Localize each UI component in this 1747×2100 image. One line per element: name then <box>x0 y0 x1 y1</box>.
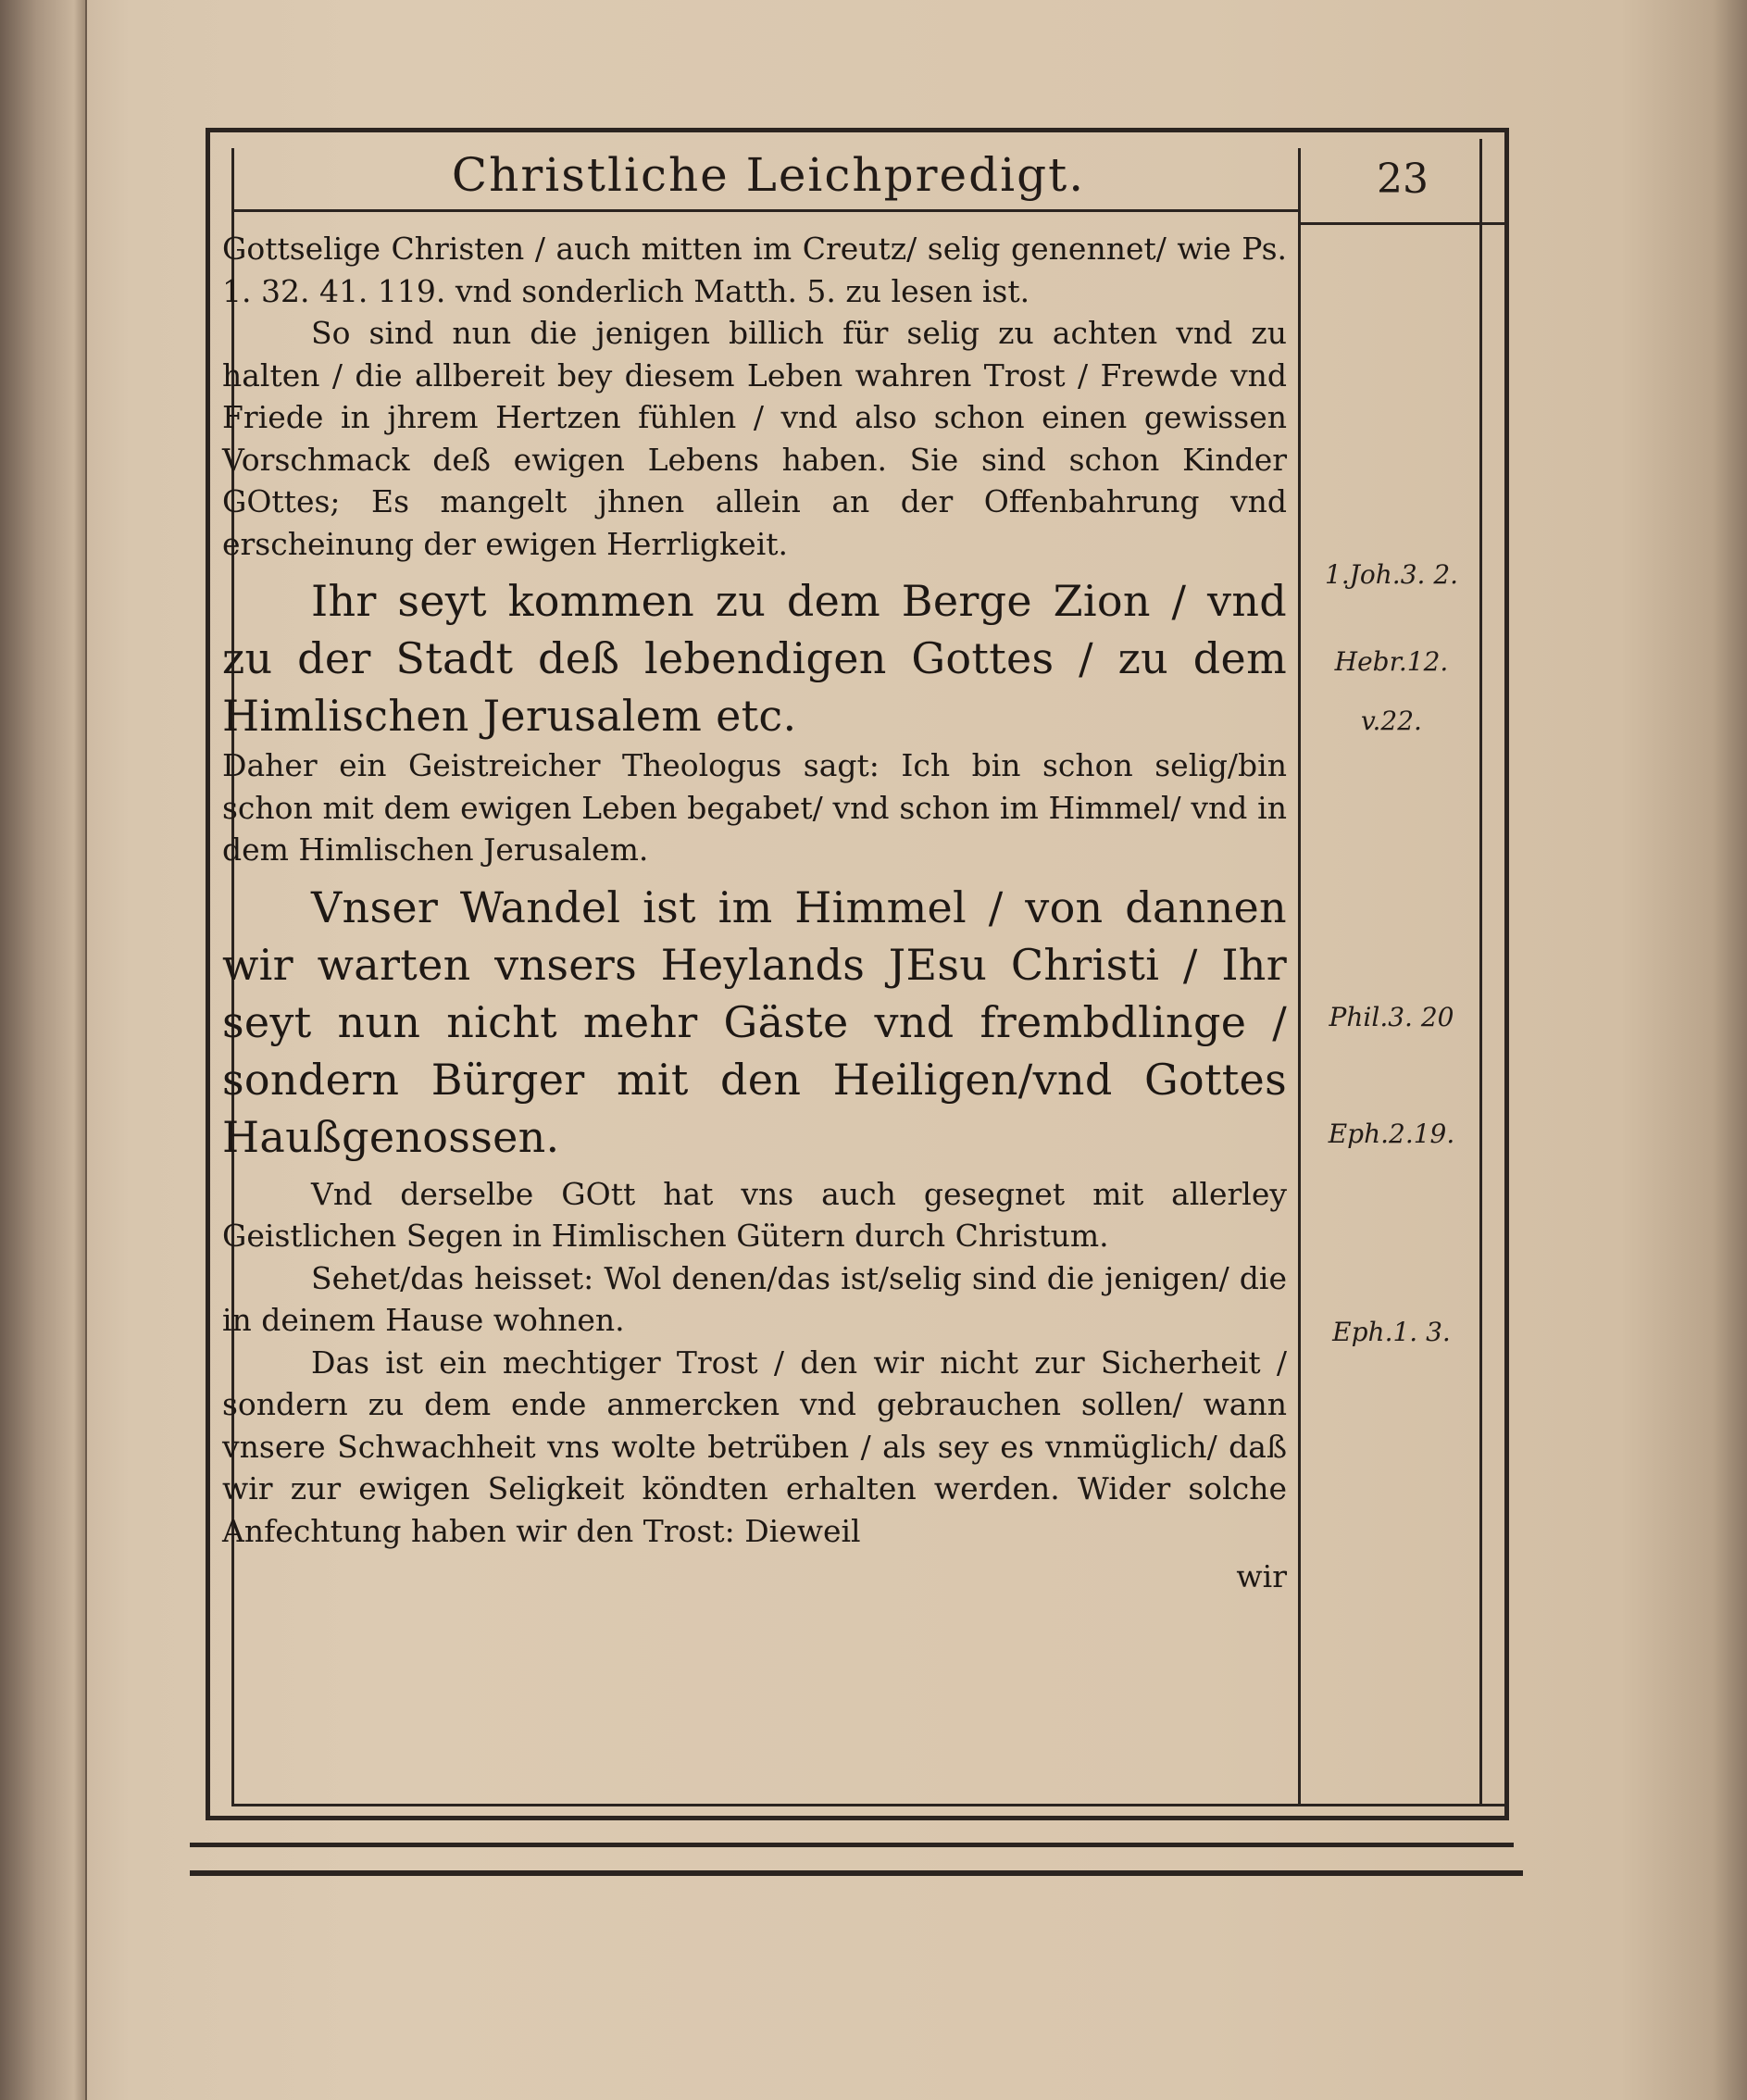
paragraph: Das ist ein mechtiger Trost / den wir nicht zur Sicherheit / sondern zu dem ende anmercken vnd gebrauchen sollen/ wann vnsere Schwachheit vns wolte betrüben / als sey es vnmüglich/ daß wir zur ewigen Seligkeit köndten erhalten werden. Wider solche Anfechtung haben wir den Trost: Dieweil <box>222 1344 1287 1549</box>
paragraph: Gottselige Christen / auch mitten im Creutz/ selig genennet/ wie Ps. 1. 32. 41. 119. vnd sonderlich Matth. 5. zu lesen ist. <box>222 231 1287 309</box>
margin-header-rule <box>1298 222 1509 225</box>
scripture-quote: Vnser Wandel ist im Himmel / von dannen wir warten vnsers Heylands JEsu Christi / Ihr seyt nun nicht mehr Gäste vnd frembdlinge / sondern Bürger mit den Heiligen/vnd Gottes Haußgenossen. <box>222 881 1287 1162</box>
paragraph: So sind nun die jenigen billich für selig zu achten vnd zu halten / die allbereit bey diesem Leben wahren Trost / Frewde vnd Friede in jhrem Hertzen fühlen / vnd also schon einen gewissen Vorschmack deß ewigen Lebens haben. Sie sind schon Kinder GOttes; Es mangelt jhnen allein an der Offenbahrung vnd erscheinung der ewigen Herrligkeit. <box>222 315 1287 562</box>
margin-note: Phil.3. 20 <box>1329 1002 1454 1032</box>
frame-rule-outer-bottom <box>190 1843 1514 1847</box>
paragraph: Sehet/das heisset: Wol denen/das ist/selig sind die jenigen/ die in deinem Hause wohnen. <box>222 1259 1287 1338</box>
frame-rule-outer-bottom-2 <box>190 1870 1523 1876</box>
page-number: 23 <box>1377 156 1429 203</box>
body-text <box>222 228 1287 1820</box>
scripture-quote: Ihr seyt kommen zu dem Berge Zion / vnd zu der Stadt deß lebendigen Gottes / zu dem Himlischen Jerusalem etc. <box>222 576 1287 741</box>
running-head-title: Christliche Leichpredigt. <box>451 148 1086 202</box>
margin-note: 1.Joh.3. 2. <box>1324 559 1459 590</box>
margin-note: Hebr.12. <box>1334 646 1449 677</box>
frame-rule-right <box>1479 139 1482 1806</box>
margin-note: v.22. <box>1361 706 1422 736</box>
catchword: wir <box>1236 1558 1287 1594</box>
margin-note: Eph.2.19. <box>1328 1119 1455 1149</box>
facing-page-edge <box>0 0 87 2100</box>
margin-column-rule <box>1298 148 1301 1806</box>
margin-note: Eph.1. 3. <box>1332 1317 1451 1347</box>
paragraph: Daher ein Geistreicher Theologus sagt: Ich bin schon selig/bin schon mit dem ewigen Leben begabet/ vnd schon im Himmel/ vnd in dem Himlischen Jerusalem. <box>222 747 1287 868</box>
header-rule <box>231 209 1298 212</box>
paragraph: Vnd derselbe GOtt hat vns auch gesegnet mit allerley Geistlichen Segen in Himlischen Gütern durch Christum. <box>222 1175 1287 1254</box>
